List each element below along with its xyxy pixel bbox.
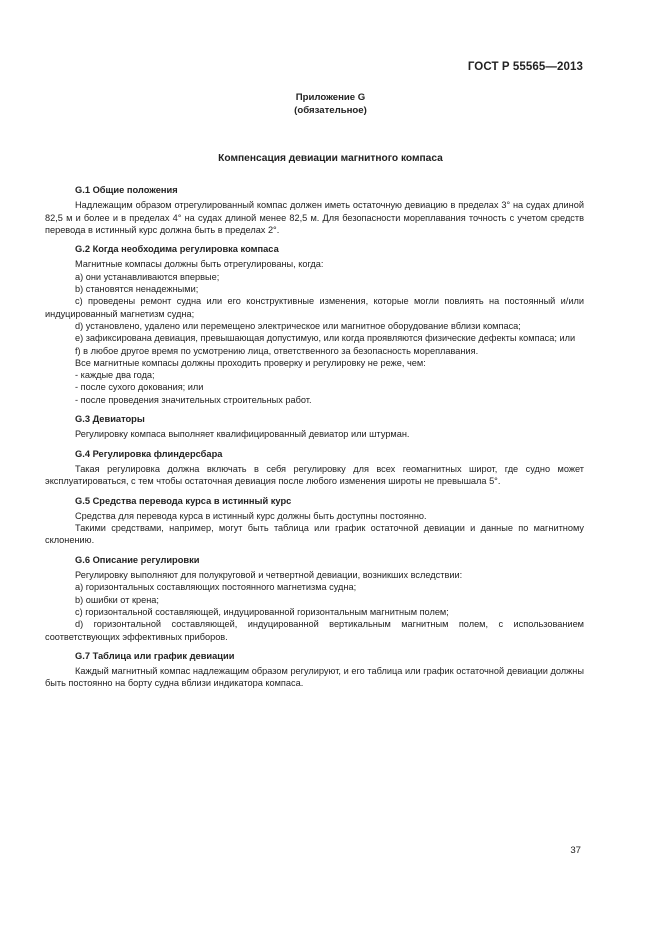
paragraph: Магнитные компасы должны быть отрегулированы, когда: — [75, 259, 324, 270]
list-item: c) горизонтальной составляющей, индуцированной горизонтальным магнитным полем; — [75, 606, 449, 617]
section-g2 — [45, 243, 584, 406]
paragraph: Такая регулировка должна включать в себя регулировку для всех геомагнитных широт, где судно может эксплуатироваться, с тем чтобы остаточная девиация после любого изменения широты не превышала 5°. — [45, 463, 584, 487]
section-heading: G.4 Регулировка флиндерсбара — [75, 448, 223, 459]
list-item: - после сухого докования; или — [75, 382, 204, 393]
paragraph: Средства для перевода курса в истинный курс должны быть доступны постоянно. — [75, 510, 427, 521]
document-code: ГОСТ Р 55565—2013 — [467, 61, 583, 73]
annex-subtitle: (обязательное) — [294, 104, 367, 116]
paragraph: Все магнитные компасы должны проходить проверку и регулировку не реже, чем: — [75, 357, 426, 368]
section-g7 — [45, 650, 584, 690]
list-item: - каждые два года; — [75, 370, 155, 381]
paragraph: Регулировку компаса выполняет квалифицированный девиатор или штурман. — [75, 429, 410, 440]
section-g3 — [45, 413, 584, 441]
list-item: b) становятся ненадежными; — [75, 284, 199, 295]
section-g4 — [45, 448, 584, 488]
section-g6 — [45, 554, 584, 643]
paragraph: Каждый магнитный компас надлежащим образом регулируют, и его таблица или график остаточной девиации должны быть постоянно на борту судна вблизи индикатора компаса. — [45, 666, 584, 689]
annex-title: Приложение G — [295, 92, 366, 103]
list-item: a) горизонтальных составляющих постоянного магнетизма судна; — [75, 582, 357, 593]
section-g1 — [45, 184, 584, 236]
list-item: a) они устанавливаются впервые; — [75, 271, 220, 282]
section-heading: G.1 Общие положения — [75, 185, 178, 195]
paragraph: Регулировку выполняют для полукруговой и четвертной девиации, возникших вследствии: — [75, 570, 463, 581]
list-item: - после проведения значительных строительных работ. — [75, 394, 312, 405]
paragraph: Надлежащим образом отрегулированный компас должен иметь остаточную девиацию в пределах 3° на судах длиной 82,5 м и более и в пределах 4° на судах длиной менее 82,5 м. Для безопасности мореплавания точность с учетом средств перевода в истинный курс должна быть в пределах 2°. — [45, 200, 584, 235]
section-heading: G.6 Описание регулировки — [75, 554, 200, 565]
list-item: b) ошибки от крена; — [75, 594, 159, 605]
list-item: f) в любое другое время по усмотрению лица, ответственного за безопасность мореплавания. — [75, 345, 479, 356]
paragraph: Такими средствами, например, могут быть таблица или график остаточной девиации и данные по магнитному склонению. — [45, 523, 584, 546]
list-item: e) зафиксирована девиация, превышающая допустимую, или когда проявляются физические дефекты компаса; или — [75, 333, 576, 344]
section-g5 — [45, 495, 584, 547]
list-item: c) проведены ремонт судна или его конструктивные изменения, которые могли повлиять на постоянный и/или индуцированный магнетизм судна; — [45, 296, 584, 319]
section-heading: G.3 Девиаторы — [75, 414, 145, 425]
page-number: 37 — [570, 845, 581, 856]
list-item: d) горизонтальной составляющей, индуцированной вертикальным магнитным полем, с использованием соответствующих эффективных приборов. — [45, 619, 584, 642]
main-title: Компенсация девиации магнитного компаса — [218, 153, 443, 164]
section-heading: G.5 Средства перевода курса в истинный курс — [75, 495, 292, 506]
document-body — [45, 184, 584, 697]
section-heading: G.2 Когда необходима регулировка компаса — [75, 244, 279, 255]
list-item: d) установлено, удалено или перемещено электрическое или магнитное оборудование вблизи компаса; — [75, 320, 521, 331]
annex-heading — [0, 92, 661, 117]
section-heading: G.7 Таблица или график девиации — [75, 650, 235, 661]
